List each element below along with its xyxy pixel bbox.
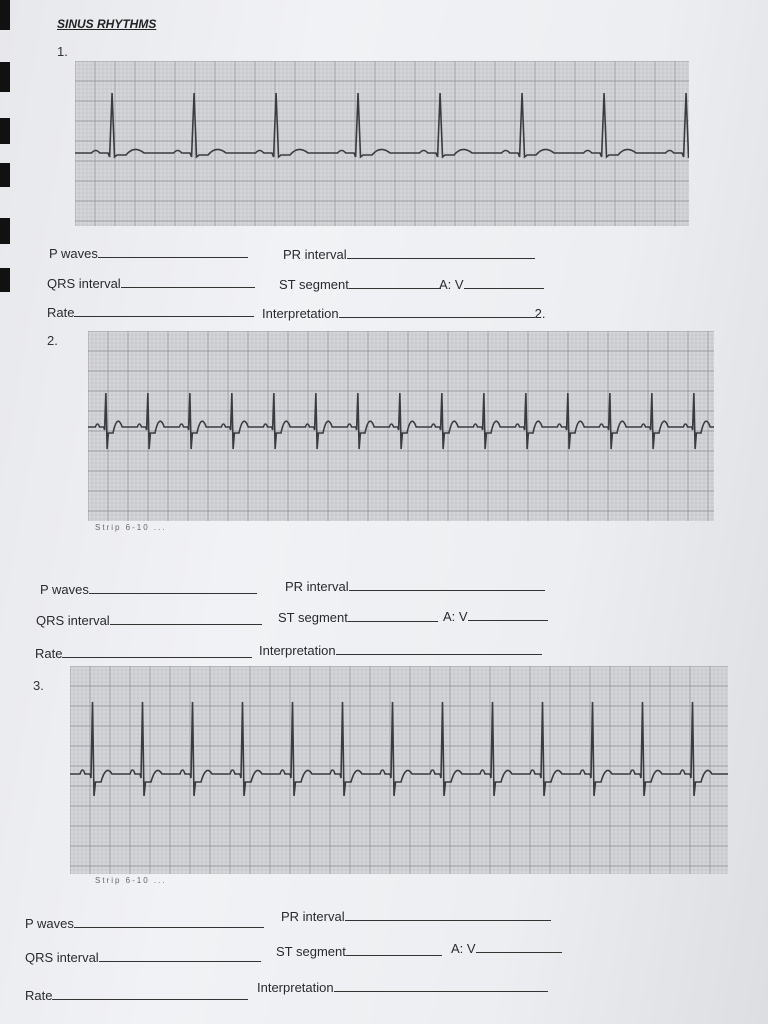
strip-2-st-segment-field[interactable]: ST segment	[278, 610, 438, 625]
strip-1-trailing-number: 2.	[534, 306, 546, 321]
strip-3-pr-interval-field[interactable]: PR interval	[281, 909, 551, 924]
binder-ring-6	[0, 268, 10, 292]
strip3-svg	[70, 666, 728, 874]
strip-3-st-segment-field[interactable]: ST segment	[276, 944, 442, 959]
strip-3-av-field[interactable]: A: V	[451, 941, 562, 956]
strip-2-caption: Strip 6-10 ...	[95, 523, 167, 532]
binder-ring-1	[0, 0, 10, 30]
strip1-svg	[75, 61, 689, 226]
strip-1-p-waves-field[interactable]: P waves	[49, 246, 248, 261]
strip-2-pr-interval-field[interactable]: PR interval	[285, 579, 545, 594]
strip-2-interpretation-field[interactable]: Interpretation	[259, 643, 542, 658]
strip-1-rate-field[interactable]: Rate	[47, 305, 254, 320]
binder-ring-3	[0, 118, 10, 144]
ecg-strip-2	[88, 331, 714, 521]
strip-3-rate-field[interactable]: Rate	[25, 988, 248, 1003]
ecg-strip-1	[75, 61, 689, 226]
strip-1-st-segment-field[interactable]: ST segment	[279, 277, 441, 292]
binder-ring-5	[0, 218, 10, 244]
strip-2-av-field[interactable]: A: V	[443, 609, 548, 624]
strip-3-caption: Strip 6-10 ...	[95, 876, 167, 885]
strip-1-interpretation-field[interactable]: Interpretation 2.	[262, 306, 546, 321]
strip-2-number: 2.	[47, 333, 58, 348]
strip-3-number: 3.	[33, 678, 44, 693]
strip-3-qrs-interval-field[interactable]: QRS interval	[25, 950, 261, 965]
ecg-strip-3	[70, 666, 728, 874]
strip-1-number: 1.	[57, 44, 68, 59]
strip2-svg	[88, 331, 714, 521]
strip-1-pr-interval-field[interactable]: PR interval	[283, 247, 535, 262]
strip-2-rate-field[interactable]: Rate	[35, 646, 252, 661]
strip-2-p-waves-field[interactable]: P waves	[40, 582, 257, 597]
strip-1-qrs-interval-field[interactable]: QRS interval	[47, 276, 255, 291]
binder-ring-4	[0, 163, 10, 187]
strip-2-qrs-interval-field[interactable]: QRS interval	[36, 613, 262, 628]
binder-ring-2	[0, 62, 10, 92]
page-title: SINUS RHYTHMS	[57, 17, 157, 31]
strip-1-av-field[interactable]: A: V	[439, 277, 544, 292]
strip-3-interpretation-field[interactable]: Interpretation	[257, 980, 548, 995]
strip-3-p-waves-field[interactable]: P waves	[25, 916, 264, 931]
